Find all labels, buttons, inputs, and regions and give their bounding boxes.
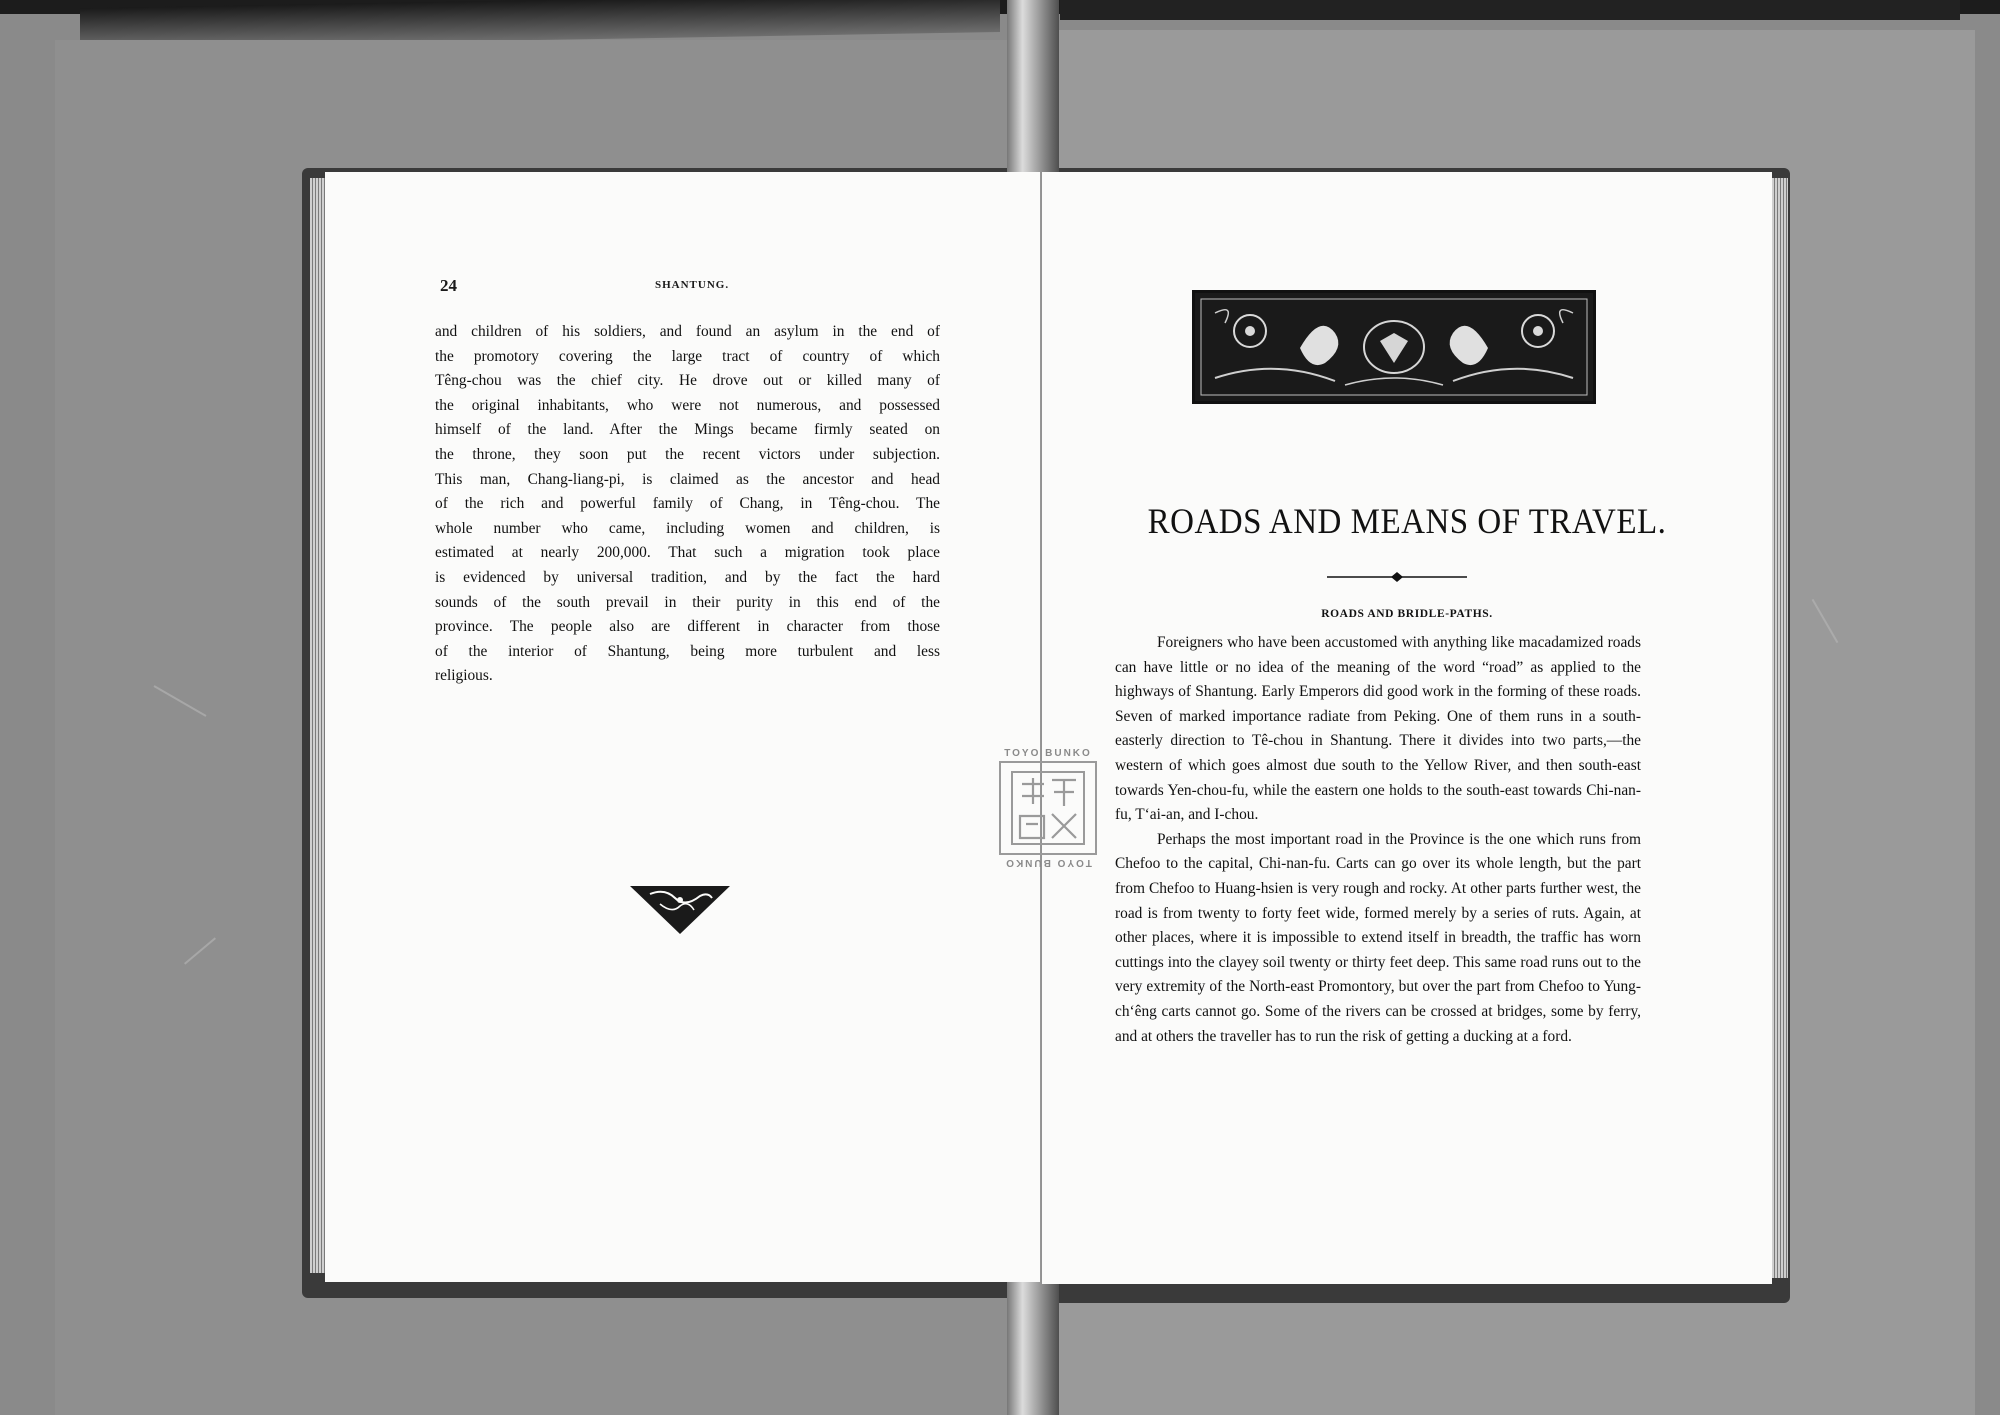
title-rule [1327,570,1467,584]
page-block-edge-right [1772,178,1788,1278]
right-page-text [1115,631,1641,1049]
paragraph: Foreigners who have been accustomed with anything like macadamized roads can have little or no idea of the meaning of the word “road” as applied to the highways of Shantung. Early Emperors did good work in the forming of these roads. Seven of marked importance radiate from Peking. One of them runs in a south-easterly direction to Tê-chou in Shantung. There it divides into two parts,—the western of which goes almost due south to the Yellow River, and then south-east towards Yen-chou-fu, while the eastern one holds to the south-east towards Chi-nan-fu, T‘ai-an, and I-chou. [1115,634,1641,824]
text-line: of the rich and powerful family of Chang, in Têng-chou. The [435,495,940,513]
text-line: the promotory covering the large tract of country of which [435,347,940,365]
page-number: 24 [440,276,457,295]
text-line: himself of the land. After the Mings became firmly seated on [435,421,940,439]
chapter-title: ROADS AND MEANS OF TRAVEL. [1147,502,1667,542]
text-line: of the interior of Shantung, being more turbulent and less [435,642,940,660]
text-line: whole number who came, including women and children, is [435,519,940,537]
scan-shadow-right [1060,0,1960,20]
text-line: the original inhabitants, who were not numerous, and possessed [435,396,940,414]
library-stamp [988,748,1108,873]
text-line: the throne, they soon put the recent victors under subjection. [435,445,940,463]
text-line: Têng-chou was the chief city. He drove out or killed many of [435,372,940,390]
page-block-edge-left [310,178,326,1273]
stamp-bottom-text: TOYO BUNKO [1004,857,1092,868]
text-line: sounds of the south prevail in their purity in this end of the [435,593,940,611]
stamp-top-text: TOYO BUNKO [1004,748,1092,759]
text-line: estimated at nearly 200,000. That such a migration took place [435,544,940,562]
headpiece-ornament [1192,290,1596,404]
text-line: This man, Chang-liang-pi, is claimed as the ancestor and head [435,470,940,488]
running-title: SHANTUNG. [655,279,730,291]
section-heading: ROADS AND BRIDLE-PATHS. [1321,608,1493,620]
seal-glyph-icon [1008,768,1088,848]
left-page [325,172,1040,1282]
left-page-text [435,320,940,689]
paragraph: Perhaps the most important road in the Province is the one which runs from Chefoo to the capital, Chi-nan-fu. Carts can go over its whole length, but the part from Chefoo to Huang-hsien is very rough and rocky. At other parts further west, the road is from twenty to forty feet wide, formed merely by a series of ruts. Again, at other places, where it is impossible to extend itself in breadth, the traffic has worn cuttings into the clayey soil twenty or thirty feet deep. This same road runs out to the very extremity of the North-east Promontory, but over the part from Chefoo to Yung-ch‘êng carts cannot go. Some of the rivers can be crossed at bridges, some by ferry, and at others the traveller has to run the risk of getting a ducking at a ford. [1115,830,1641,1045]
stamp-seal [999,761,1097,855]
right-page [1042,172,1772,1284]
running-head [440,276,940,298]
text-line: and children of his soldiers, and found an asylum in the end of [435,323,940,340]
text-line: province. The people also are different in character from those [435,618,940,636]
text-line: religious. [435,667,493,685]
text-line: is evidenced by universal tradition, and by the fact the hard [435,568,940,586]
tailpiece-ornament [630,884,730,936]
